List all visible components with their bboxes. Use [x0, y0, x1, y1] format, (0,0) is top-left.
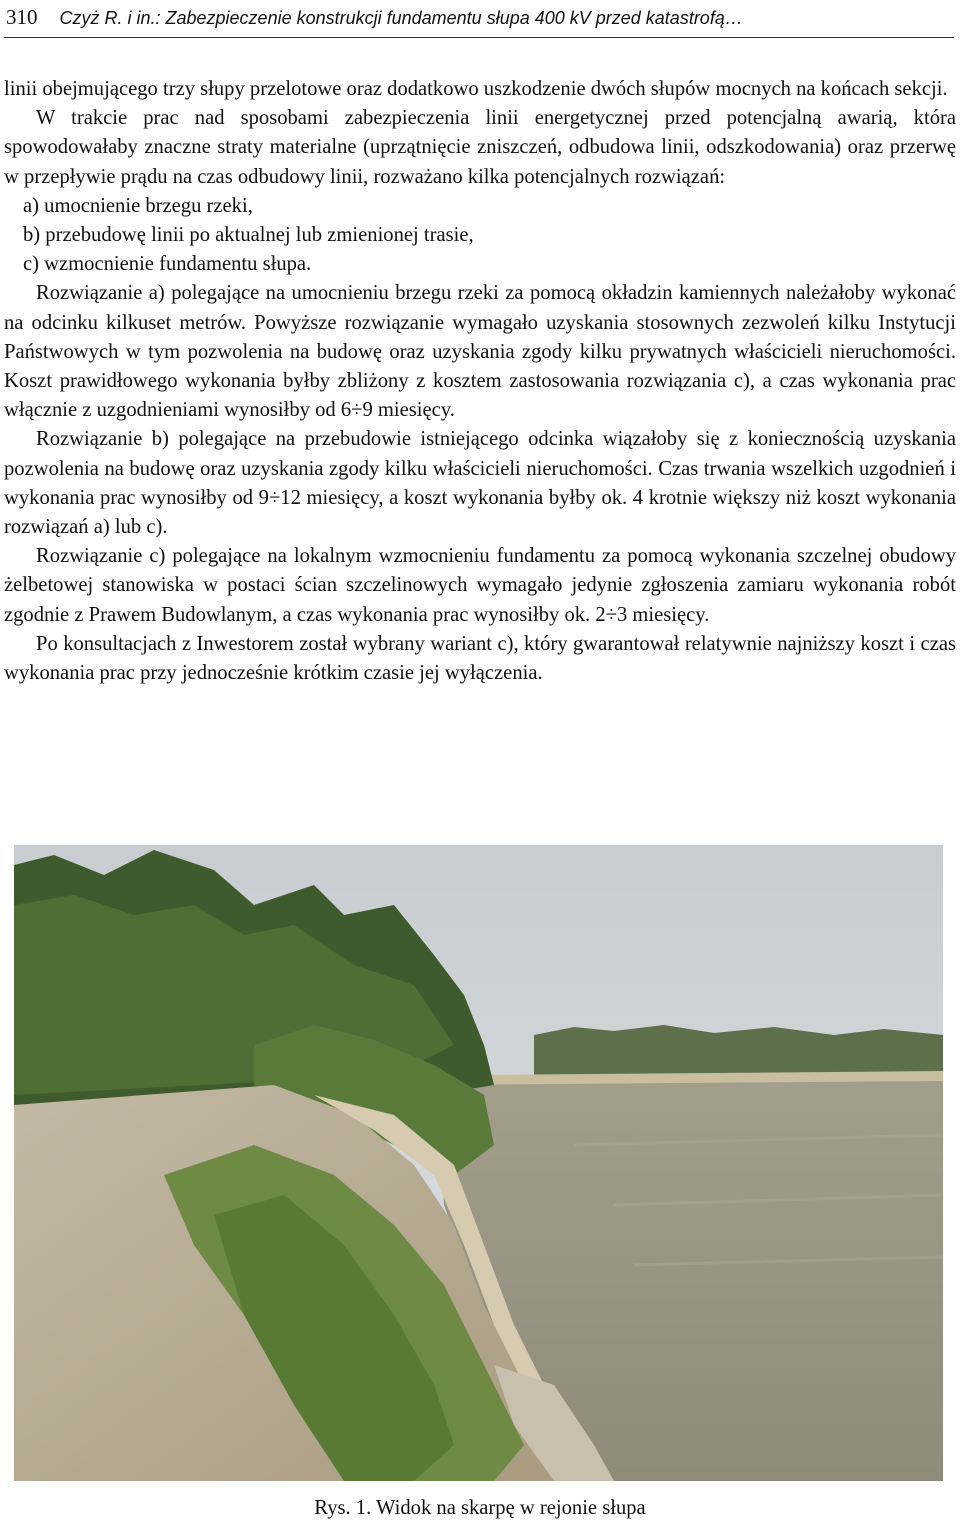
body-text — [4, 75, 956, 688]
running-header — [6, 0, 954, 34]
paragraph-conclusion: Po konsultacjach z Inwestorem został wybrany wariant c), który gwarantował relatywnie najniższy koszt i czas wykonania prac przy jednocześnie krótkim czasie jej wyłączenia. — [4, 632, 956, 685]
paragraph-solution-b: Rozwiązanie b) polegające na przebudowie istniejącego odcinka wiązałoby się z koniecznością uzyskania pozwolenia na budowę oraz uzyskania zgody kilku właścicieli nieruchomości. Czas trwania wszelkich uzgodnień i wykonania prac wynosiłby od 9÷12 miesięcy, a koszt wykonania byłby ok. 4 krotnie większy niż koszt wykonania rozwiązań a) lub c). — [4, 428, 956, 539]
riverbank-photo — [14, 845, 943, 1481]
option-b: b) przebudowę linii po aktualnej lub zmienionej trasie, — [23, 224, 474, 247]
paragraph-continuation: linii obejmującego trzy słupy przelotowe oraz dodatkowo uszkodzenie dwóch słupów mocnych na końcach sekcji. — [4, 78, 948, 100]
paragraph-solution-c: Rozwiązanie c) polegające na lokalnym wzmocnieniu fundamentu za pomocą wykonania szczelnej obudowy żelbetowej stanowiska w postaci ścian szczelinowych wymagało jedynie zgłoszenia zamiaru wykonania robót zgodnie z Prawem Budowlanym, a czas wykonania prac wynosiłby ok. 2÷3 miesięcy. — [4, 545, 956, 626]
figure-caption: Rys. 1. Widok na skarpę w rejonie słupa — [314, 1497, 646, 1519]
header-rule — [4, 37, 954, 38]
riverbank-illustration — [14, 845, 943, 1481]
page-number: 310 — [6, 5, 38, 29]
running-title: Czyż R. i in.: Zabezpieczenie konstrukcji fundamentu słupa 400 kV przed katastrofą… — [59, 8, 743, 28]
option-a: a) umocnienie brzegu rzeki, — [23, 194, 253, 217]
option-c: c) wzmocnienie fundamentu słupa. — [23, 253, 312, 276]
paragraph-solutions-intro: W trakcie prac nad sposobami zabezpieczenia linii energetycznej przed potencjalną awarią, która spowodowałaby znaczne straty materialne (uprzątnięcie zniszczeń, odbudowa linii, odszkodowania) oraz przerwę w przepływie prądu na czas odbudowy linii, rozważano kilka potencjalnych rozwiązań: — [4, 107, 956, 188]
paragraph-solution-a: Rozwiązanie a) polegające na umocnieniu brzegu rzeki za pomocą okładzin kamiennych należałoby wykonać na odcinku kilkuset metrów. Powyższe rozwiązanie wymagało uzyskania stosownych zezwoleń kilku Instytucji Państwowych w tym pozwolenia na budowę oraz uzyskania zgody kilku prywatnych właścicieli nieruchomości. Koszt prawidłowego wykonania byłby zbliżony z kosztem zastosowania rozwiązania c), a czas wykonania prac włącznie z uzgodnieniami wynosiłby od 6÷9 miesięcy. — [4, 282, 956, 422]
